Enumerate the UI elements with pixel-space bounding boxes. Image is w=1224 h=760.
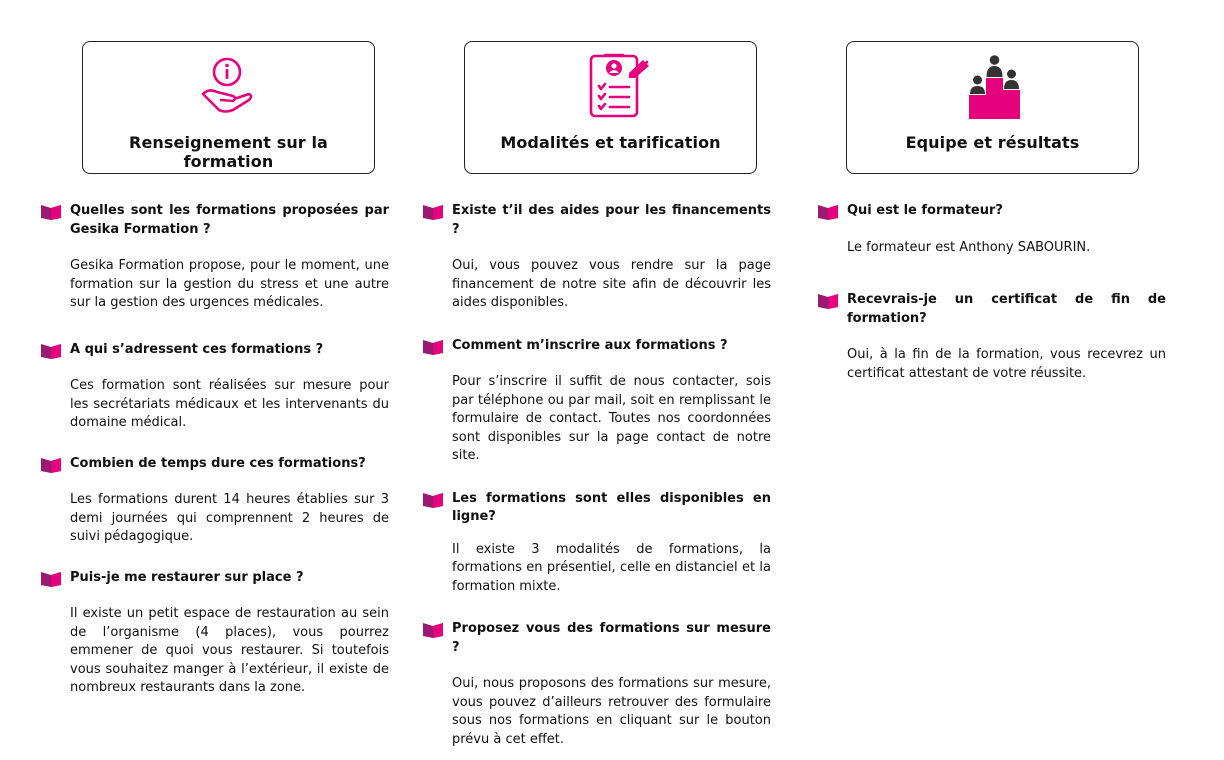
card-title: Renseignement sur la formation <box>129 133 328 171</box>
faq-question: Quelles sont les formations proposées par Gesika Formation ? <box>70 203 389 237</box>
faq-question: Qui est le formateur? <box>847 203 1003 218</box>
faq-answer: Oui, nous proposons des formations sur mesure, vous pouvez d’ailleurs retrouver des formulaire sous nos formations en cliquant sur le bouton prévu à cet effet. <box>452 676 771 747</box>
clipboard-checklist-icon <box>571 50 651 120</box>
faq-question: Proposez vous des formations sur mesure ? <box>452 621 771 655</box>
info-hand-icon <box>189 50 269 120</box>
faq-question: A qui s’adressent ces formations ? <box>70 341 324 357</box>
faq-question: Puis-je me restaurer sur place ? <box>70 569 304 585</box>
faq-item <box>818 202 1166 257</box>
faq-answer: Pour s’inscrire il suffit de nous contacter, sois par téléphone ou par mail, soit en remplissant le formulaire de contact. Toutes nos coordonnées sont disponibles sur la page contact de notre site. <box>452 374 771 463</box>
faq-question: Combien de temps dure ces formations? <box>70 455 366 471</box>
card-title: Modalités et tarification <box>500 133 721 152</box>
card-modalites <box>464 41 757 174</box>
book-icon <box>41 204 61 220</box>
faq-answer: Les formations durent 14 heures établies sur 3 demi journées qui comprennent 2 heures de suivi pédagogique. <box>70 492 389 544</box>
faq-item <box>423 337 771 466</box>
faq-answer: Ces formation sont réalisées sur mesure pour les secrétariats médicaux et les intervenants du domaine médical. <box>70 378 389 430</box>
card-renseignement <box>82 41 375 174</box>
faq-item <box>41 202 389 313</box>
faq-item <box>423 620 771 749</box>
book-icon <box>423 339 443 355</box>
book-icon <box>41 457 61 473</box>
faq-item <box>41 569 389 698</box>
faq-answer: Gesika Formation propose, pour le moment, une formation sur la gestion du stress et une autre sur la gestion des urgences médicales. <box>70 258 389 310</box>
faq-answer: Le formateur est Anthony SABOURIN. <box>847 239 1091 255</box>
faq-item <box>423 490 771 597</box>
book-icon <box>41 571 61 587</box>
book-icon <box>818 204 838 220</box>
faq-answer: Oui, à la fin de la formation, vous recevrez un certificat attestant de votre réussite. <box>847 347 1166 381</box>
faq-answer: Il existe un petit espace de restauration au sein de l’organisme (4 places), vous pourrez emmener de quoi vous restaurer. Si toutefois vous souhaitez manger à l’extérieur, il existe de nombreux restaurants dans la zone. <box>70 606 389 695</box>
faq-question: Recevrais-je un certificat de fin de formation? <box>847 292 1166 326</box>
book-icon <box>41 343 61 359</box>
faq-item <box>423 202 771 313</box>
book-icon <box>818 293 838 309</box>
card-equipe <box>846 41 1139 174</box>
faq-question: Les formations sont elles disponibles en ligne? <box>452 490 771 524</box>
book-icon <box>423 492 443 508</box>
faq-column-equipe <box>818 202 1166 383</box>
book-icon <box>423 204 443 220</box>
podium-people-icon <box>953 50 1033 120</box>
book-icon <box>423 622 443 638</box>
faq-item <box>818 291 1166 383</box>
faq-question: Existe t’il des aides pour les financements ? <box>452 203 771 237</box>
faq-column-modalites <box>423 202 771 749</box>
faq-item <box>41 341 389 433</box>
faq-item <box>41 455 389 547</box>
faq-answer: Oui, vous pouvez vous rendre sur la page financement de notre site afin de découvrir les aides disponibles. <box>452 258 771 310</box>
faq-column-renseignement <box>41 202 389 698</box>
card-title: Equipe et résultats <box>905 133 1080 152</box>
faq-question: Comment m’inscrire aux formations ? <box>452 337 728 353</box>
faq-answer: Il existe 3 modalités de formations, la formations en présentiel, celle en distanciel et la formation mixte. <box>452 541 771 594</box>
